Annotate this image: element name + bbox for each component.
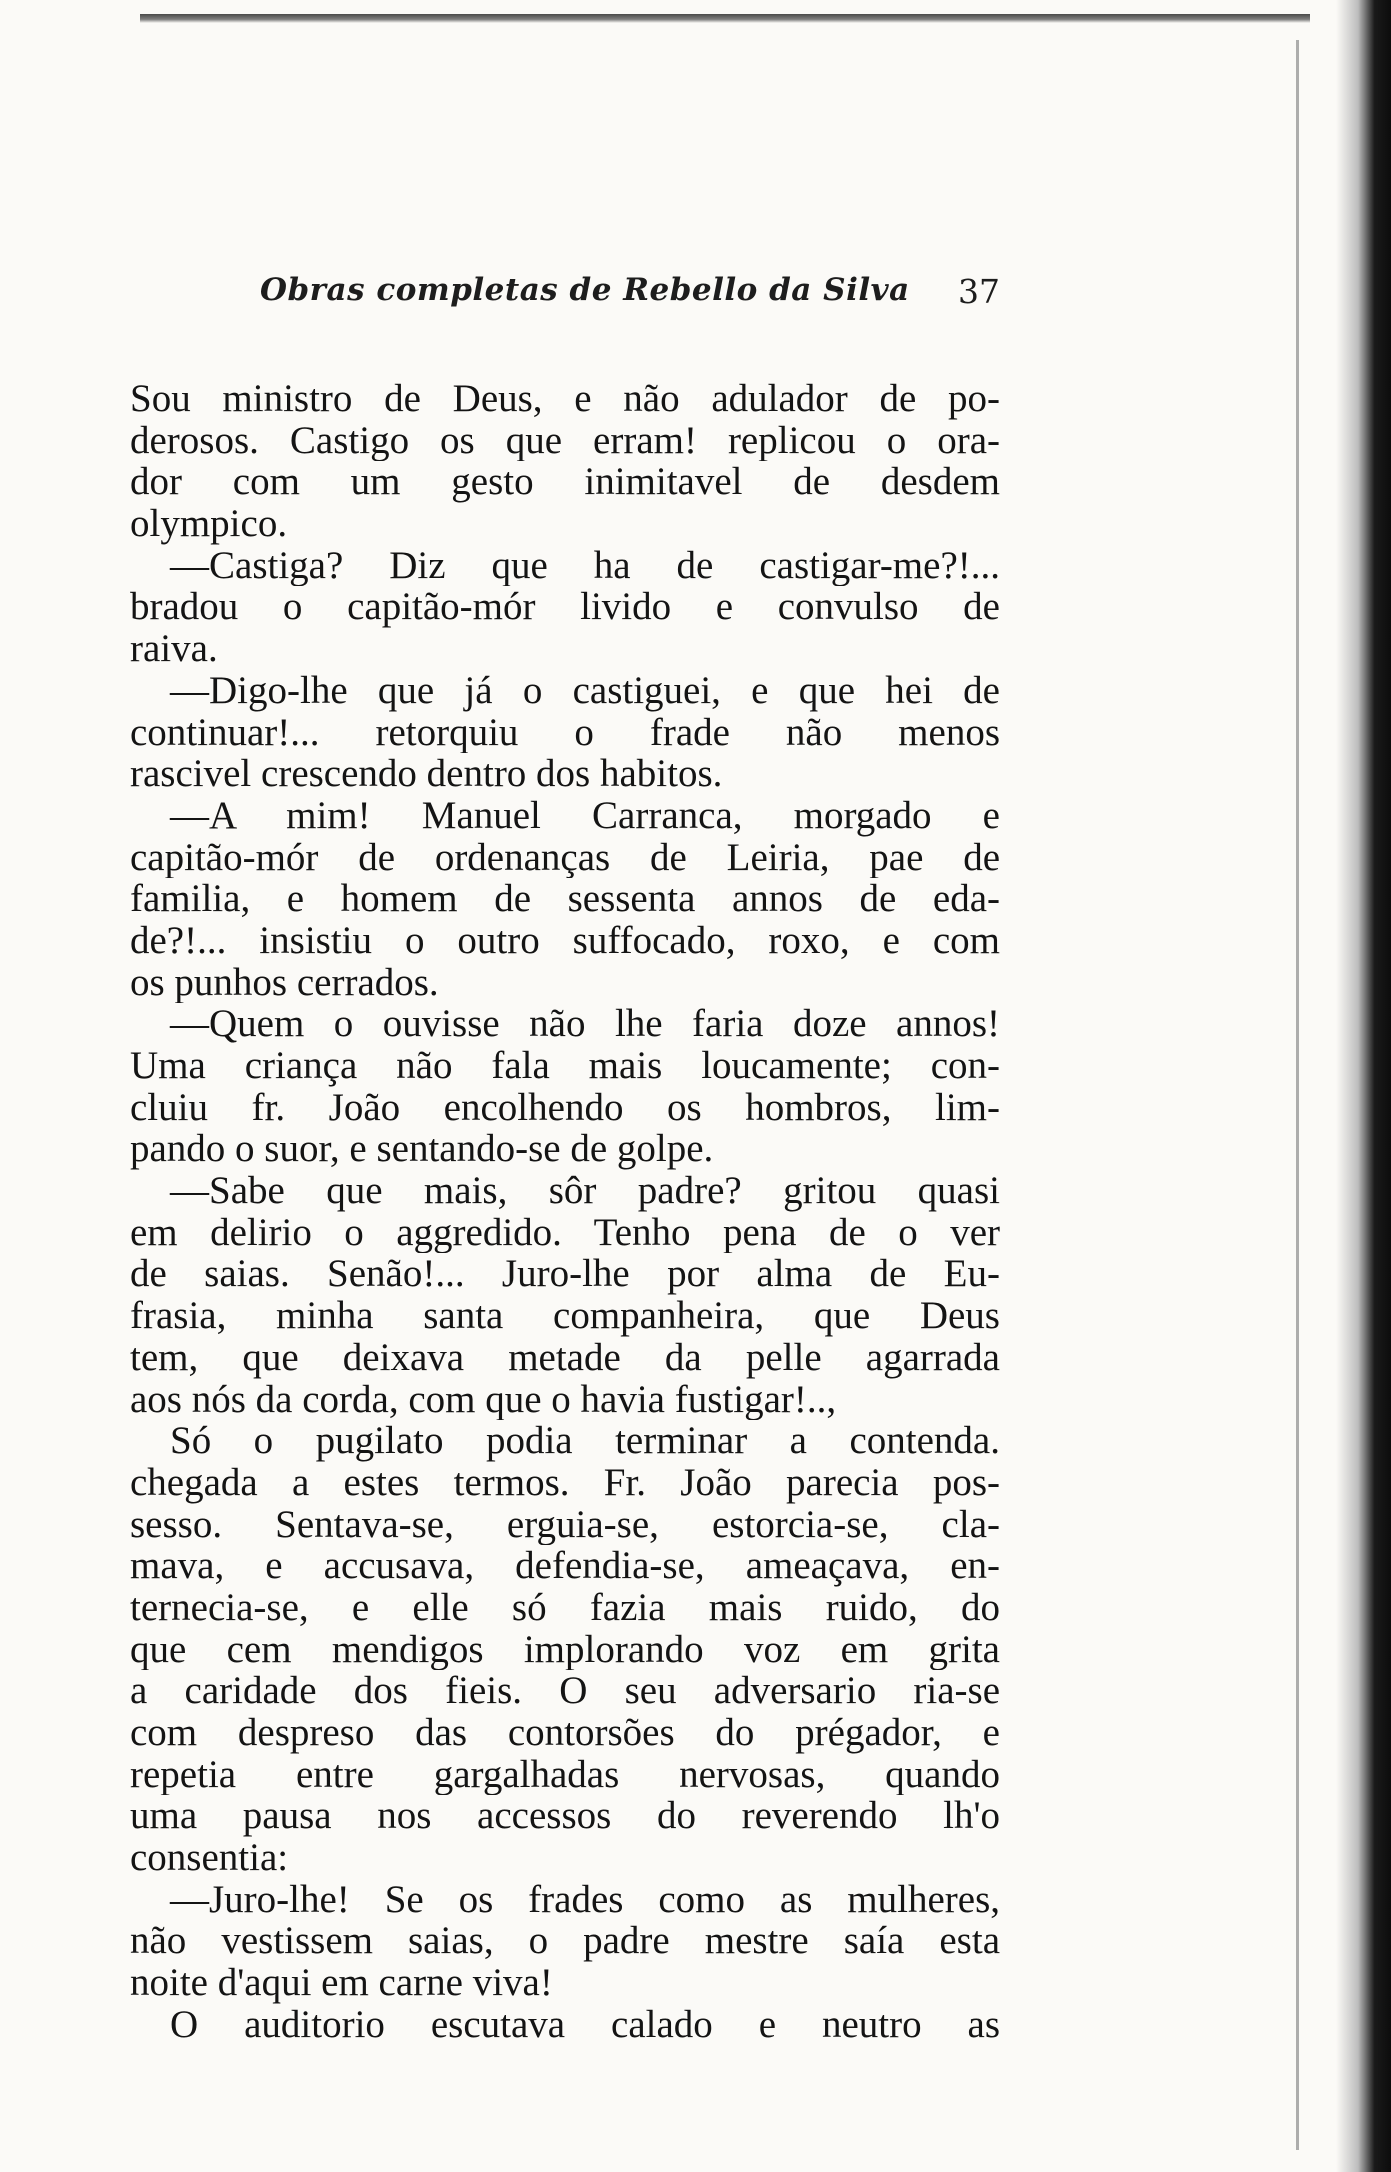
running-head: Obras completas de Rebello da Silva [260, 272, 910, 308]
text-line: O auditorio escutava calado e neutro as [170, 2003, 1000, 2046]
text-line: tem, que deixava metade da pelle agarrada [130, 1336, 1000, 1379]
text-line: —Quem o ouvisse não lhe faria doze annos! [170, 1003, 1000, 1045]
text-line: capitão-mór de ordenanças de Leiria, pae de [130, 836, 1000, 879]
page-number: 37 [958, 272, 1000, 311]
text-line: uma pausa nos accessos do reverendo lh'o [130, 1795, 1000, 1838]
text-line: olympico. [130, 503, 288, 545]
text-line: sesso. Sentava-se, erguia-se, estorcia-se, cla- [130, 1503, 1000, 1546]
text-line: continuar!... retorquiu o frade não menos [130, 711, 1000, 754]
text-line: frasia, minha santa companheira, que Deus [130, 1295, 1000, 1337]
page-header [130, 272, 1000, 322]
binding-edge-shadow [1336, 0, 1391, 2172]
text-line: os punhos cerrados. [130, 961, 439, 1004]
text-line: —Castiga? Diz que ha de castigar-me?!... [170, 544, 1000, 587]
text-line: de saias. Senão!... Juro-lhe por alma de Eu- [130, 1253, 1000, 1296]
text-line: repetia entre gargalhadas nervosas, quando [130, 1753, 1000, 1796]
text-line: a caridade dos fieis. O seu adversario ria-se [130, 1670, 1000, 1712]
text-line: dor com um gesto inimitavel de desdem [130, 461, 1000, 504]
binding-shadow-line [1296, 40, 1299, 2150]
text-line: ternecia-se, e elle só fazia mais ruido, do [130, 1586, 1000, 1629]
top-page-edge-rule [140, 14, 1310, 23]
text-line: —Digo-lhe que já o castiguei, e que hei de [170, 669, 1000, 712]
text-line: Sou ministro de Deus, e não adulador de po- [130, 378, 1000, 420]
text-line: —A mim! Manuel Carranca, morgado e [170, 794, 1000, 837]
text-line: raiva. [130, 628, 218, 670]
text-line: bradou o capitão-mór livido e convulso de [130, 586, 1000, 629]
text-line: em delirio o aggredido. Tenho pena de o ver [130, 1211, 1000, 1254]
text-line: que cem mendigos implorando voz em grita [130, 1628, 1000, 1671]
text-line: cluiu fr. João encolhendo os hombros, lim- [130, 1086, 1000, 1129]
text-line: familia, e homem de sessenta annos de eda- [130, 878, 1000, 920]
text-line: com despreso das contorsões do prégador, e [130, 1712, 1000, 1754]
text-line: pando o suor, e sentando-se de golpe. [130, 1128, 714, 1171]
text-line: rascivel crescendo dentro dos habitos. [130, 753, 723, 795]
text-line: aos nós da corda, com que o havia fustigar!.., [130, 1378, 837, 1421]
text-line: —Sabe que mais, sôr padre? gritou quasi [170, 1170, 1000, 1212]
text-line: —Juro-lhe! Se os frades como as mulheres, [170, 1878, 1000, 1921]
text-line: não vestissem saias, o padre mestre saía esta [130, 1920, 1000, 1963]
text-line: mava, e accusava, defendia-se, ameaçava, en- [130, 1545, 1000, 1587]
text-line: chegada a estes termos. Fr. João parecia pos- [130, 1461, 1000, 1504]
text-line: de?!... insistiu o outro suffocado, roxo, e com [130, 919, 1000, 962]
text-line: consentia: [130, 1837, 289, 1879]
body-text [130, 378, 1000, 2046]
text-line: noite d'aqui em carne viva! [130, 1962, 553, 2004]
text-line: Uma criança não fala mais loucamente; con- [130, 1045, 1000, 1087]
text-line: Só o pugilato podia terminar a contenda. [170, 1420, 1000, 1462]
text-line: derosos. Castigo os que erram! replicou o ora- [130, 419, 1000, 462]
